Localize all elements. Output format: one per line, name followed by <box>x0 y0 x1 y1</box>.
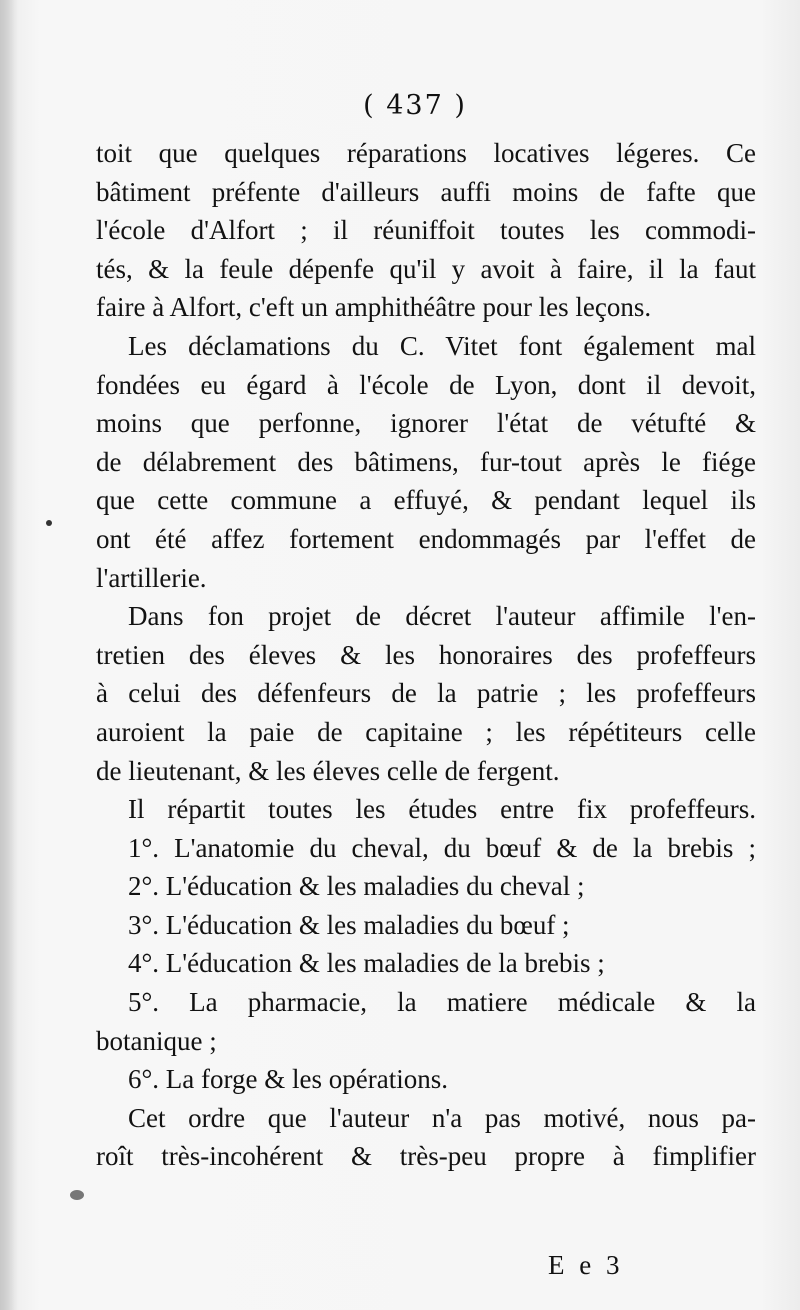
text-line: de lieutenant, & les éleves celle de fergent. <box>96 755 560 786</box>
signature-mark: E e 3 <box>548 1250 624 1280</box>
text-line: Cet ordre que l'auteur n'a pas motivé, nous pa- <box>128 1102 756 1133</box>
text-line: faire à Alfort, c'eft un amphithéâtre pour les leçons. <box>96 292 652 323</box>
text-line: fondées eu égard à l'école de Lyon, dont il devoit, <box>96 369 756 400</box>
list-item: 4°. L'éducation & les maladies de la brebis ; <box>128 948 605 979</box>
text-line: de délabrement des bâtimens, fur-tout après le fiége <box>96 446 756 477</box>
body-text <box>96 134 756 1176</box>
list-item: 6°. La forge & les opérations. <box>128 1064 448 1095</box>
text-line: l'artillerie. <box>96 562 207 593</box>
text-line: botanique ; <box>96 1025 217 1056</box>
page-number: ( 437 ) <box>363 90 467 121</box>
text-line: toit que quelques réparations locatives légeres. Ce <box>96 138 756 168</box>
ink-speck <box>46 520 52 526</box>
text-line: Il répartit toutes les études entre fix profeffeurs. <box>128 794 756 825</box>
list-item: 5°. La pharmacie, la matiere médicale & la <box>128 987 756 1018</box>
text-line: à celui des défenfeurs de la patrie ; les profeffeurs <box>96 678 756 709</box>
list-item: 3°. L'éducation & les maladies du bœuf ; <box>128 909 570 940</box>
text-line: que cette commune a effuyé, & pendant lequel ils <box>96 485 756 516</box>
text-line: ont été affez fortement endommagés par l'effet de <box>96 523 756 554</box>
text-line: Les déclamations du C. Vitet font également mal <box>128 330 756 361</box>
list-item: 2°. L'éducation & les maladies du cheval ; <box>128 871 585 902</box>
list-item: 1°. L'anatomie du cheval, du bœuf & de la brebis ; <box>128 832 756 863</box>
ink-speck <box>70 1190 84 1200</box>
text-line: moins que perfonne, ignorer l'état de vétufté & <box>96 408 756 439</box>
text-line: l'école d'Alfort ; il réuniffoit toutes les commodi- <box>96 215 756 246</box>
page-gutter-shadow <box>0 0 18 1310</box>
text-line: roît très-incohérent & très-peu propre à fimplifier <box>96 1141 756 1172</box>
text-line: auroient la paie de capitaine ; les répétiteurs celle <box>96 716 756 747</box>
text-line: tretien des éleves & les honoraires des profeffeurs <box>96 639 756 670</box>
text-line: bâtiment préfente d'ailleurs auffi moins de fafte que <box>96 176 756 207</box>
text-line: Dans fon projet de décret l'auteur affimile l'en- <box>128 601 756 632</box>
text-line: tés, & la feule dépenfe qu'il y avoit à faire, il la faut <box>96 253 756 284</box>
